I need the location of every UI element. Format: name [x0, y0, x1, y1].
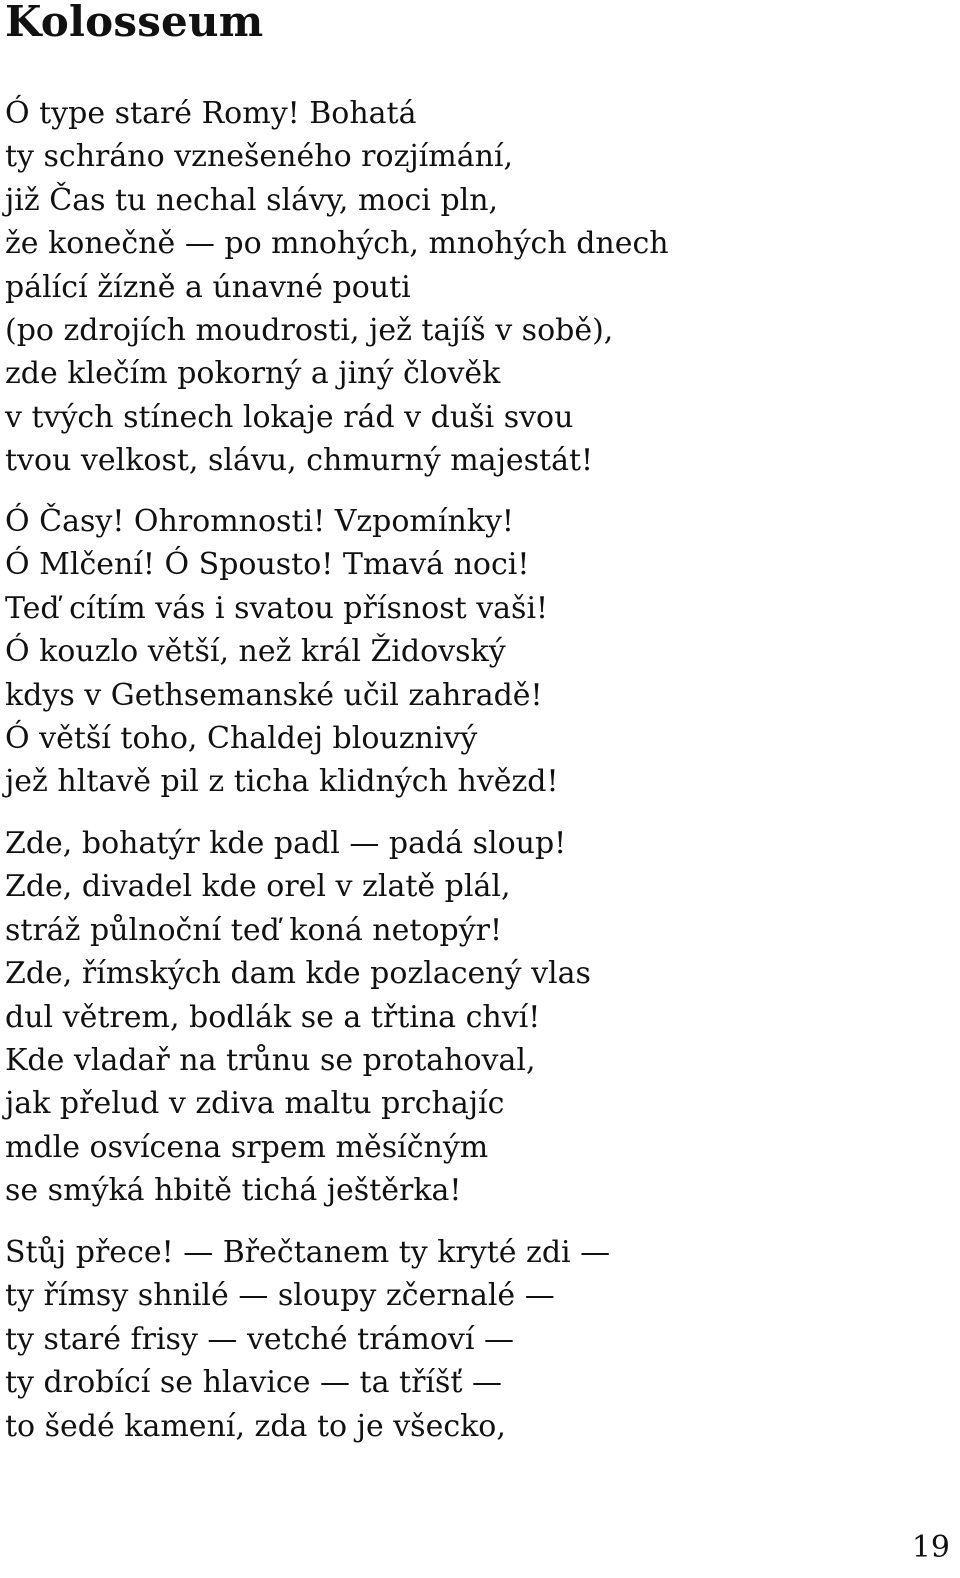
poem-line: Zde, bohatýr kde padl — padá sloup! [5, 826, 567, 861]
poem-line: ty schráno vznešeného rozjímání, [5, 139, 514, 175]
stanza-1 [5, 92, 669, 483]
poem-line: Ó kouzlo větší, než král Židovský [5, 634, 506, 670]
poem-line: Ó Mlčení! Ó Spousto! Tmavá noci! [5, 547, 530, 583]
poem-line: zde klečím pokorný a jiný člověk [5, 356, 501, 392]
poem-line: Zde, divadel kde orel v zlatě plál, [5, 869, 511, 905]
poem-line: ty římsy shnilé — sloupy zčernalé — [5, 1278, 555, 1314]
poem-line: již Čas tu nechal slávy, moci pln, [5, 182, 499, 218]
poem-line: kdys v Gethsemanské učil zahradě! [5, 677, 543, 713]
poem-line: že konečně — po mnohých, mnohých dnech [5, 226, 669, 262]
poem-line: ty drobící se hlavice — ta tříšť — [5, 1365, 502, 1401]
poem-line: jež hltavě pil z ticha klidných hvězd! [5, 764, 559, 800]
poem-line: Ó větší toho, Chaldej blouznivý [5, 720, 478, 756]
poem-line: Kde vladař na trůnu se protahoval, [5, 1042, 536, 1078]
poem-line: v tvých stínech lokaje rád v duši svou [5, 399, 574, 435]
poem-line: ty staré frisy — vetché trámoví — [5, 1321, 515, 1357]
poem-line: to šedé kamení, zda to je všecko, [5, 1408, 506, 1444]
poem-line: tvou velkost, slávu, chmurný majestát! [5, 443, 594, 479]
stanza-3 [5, 822, 591, 1213]
poem-line: dul větrem, bodlák se a třtina chví! [5, 999, 541, 1035]
stanza-2 [5, 500, 559, 804]
poem-line: stráž půlnoční teď koná netopýr! [5, 912, 503, 948]
poem-line: mdle osvícena srpem měsíčným [5, 1129, 489, 1165]
poem-line: Ó type staré Romy! Bohatá [5, 96, 417, 131]
poem-line: jak přelud v zdiva maltu prchajíc [5, 1086, 505, 1122]
stanza-4 [5, 1231, 610, 1448]
poem-line: Zde, římských dam kde pozlacený vlas [5, 956, 591, 992]
poem-line: (po zdrojích moudrosti, jež tajíš v sobě), [5, 312, 614, 348]
poem-line: Ó Časy! Ohromnosti! Vzpomínky! [5, 504, 514, 539]
poem-line: Stůj přece! — Břečtanem ty kryté zdi — [5, 1235, 611, 1270]
page-number: 19 [911, 1530, 950, 1565]
poem-line: Teď cítím vás i svatou přísnost vaši! [5, 590, 549, 626]
poem-line: se smýká hbitě tichá ještěrka! [5, 1173, 462, 1209]
poem-line: pálící žízně a únavné pouti [5, 269, 411, 305]
poem-title: Kolosseum [5, 0, 264, 46]
